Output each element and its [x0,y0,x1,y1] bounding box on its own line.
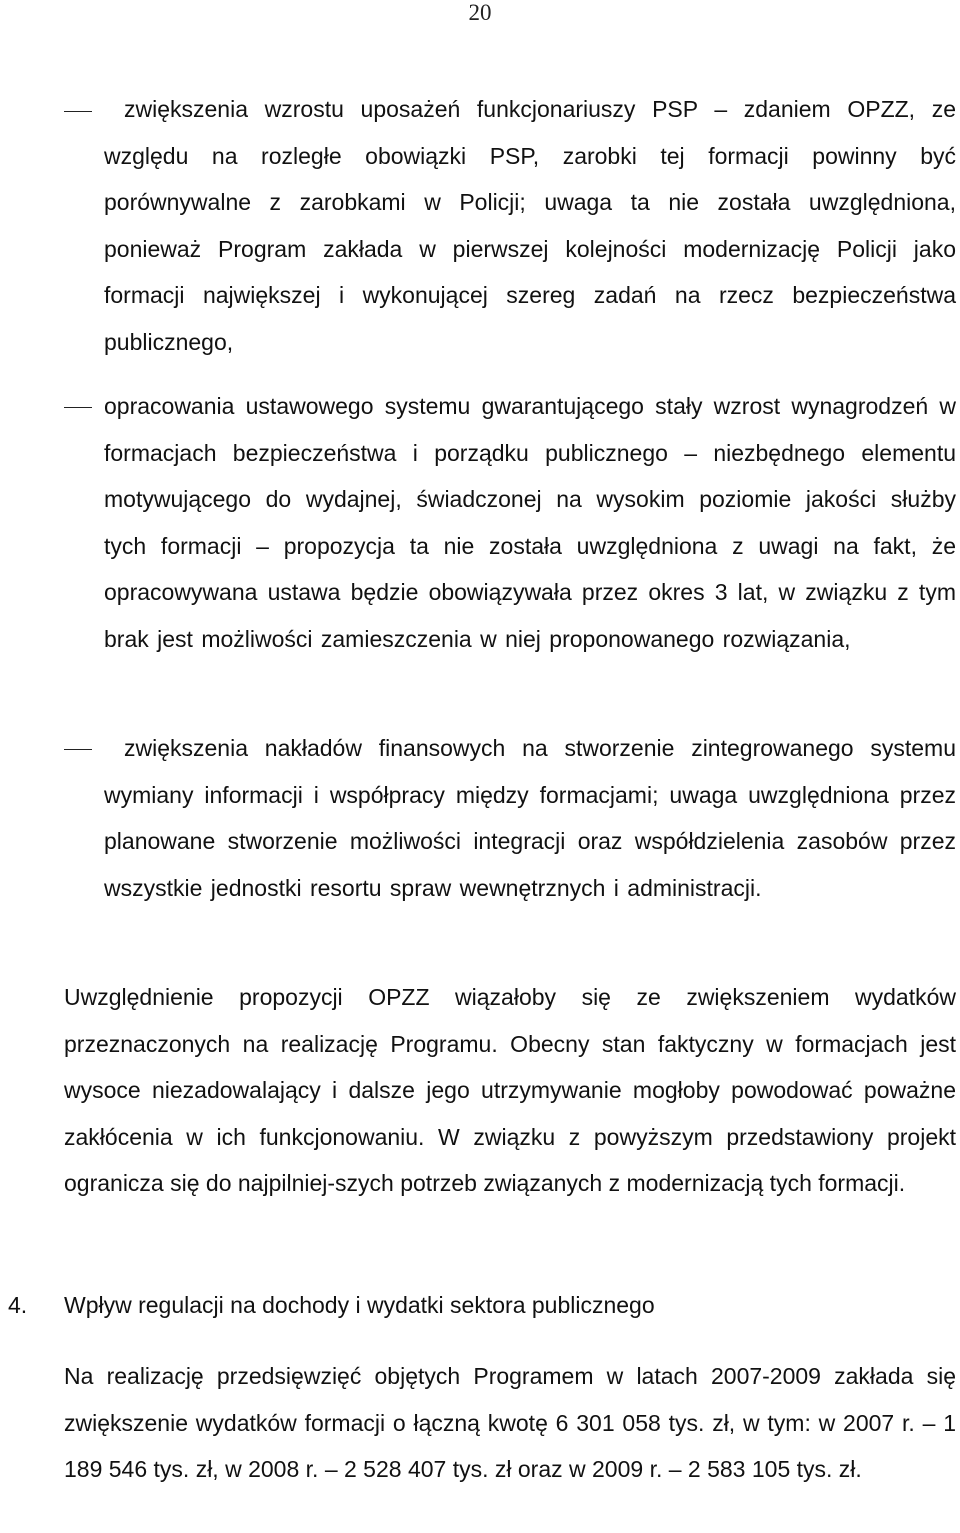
bullet-item [104,383,956,663]
section-title: Wpływ regulacji na dochody i wydatki sektora publicznego [64,1292,655,1318]
page-number: 20 [468,0,492,25]
bullet-text: opracowania ustawowego systemu gwarantującego stały wzrost wynagrodzeń w formacjach bezpieczeństwa i porządku publicznego – niezbędnego elementu motywującego do wydajnej, świadczonej na wysokim poziomie jakości służby tych formacji – propozycja ta nie została uwzględniona z uwagi na fakt, że opracowywana ustawa będzie obowiązywała przez okres 3 lat, w związku z tym brak jest możliwości zamieszczenia w niej proponowanego rozwiązania, [104,393,956,652]
section-number: 4. [8,1292,28,1318]
bullet-item [104,86,956,366]
bullet-dash [64,749,92,750]
bullet-text: zwiększenia wzrostu uposażeń funkcjonariuszy PSP – zdaniem OPZZ, ze względu na rozległe obowiązki PSP, zarobki tej formacji powinny być porównywalne z zarobkami w Policji; uwaga ta nie została uwzględniona, ponieważ Program zakłada w pierwszej kolejności modernizację Policji jako formacji największej i wykonującej szereg zadań na rzecz bezpieczeństwa publicznego, [104,96,956,355]
bullet-text: zwiększenia nakładów finansowych na stworzenie zintegrowanego systemu wymiany informacji i współpracy między formacjami; uwaga uwzględniona przez planowane stworzenie możliwości integracji oraz współdzielenia zasobów przez wszystkie jednostki resortu spraw wewnętrznych i administracji. [104,735,956,901]
body-paragraph: Uwzględnienie propozycji OPZZ wiązałoby się ze zwiększeniem wydatków przeznaczonych na realizację Programu. Obecny stan faktyczny w formacjach jest wysoce niezadowalający i dalsze jego utrzymywanie mogłoby powodować poważne zakłócenia w ich funkcjonowaniu. W związku z powyższym przedstawiony projekt ogranicza się do najpilniej-szych potrzeb związanych z modernizacją tych formacji. [64,984,956,1197]
bullet-item [104,725,956,911]
bullet-dash [64,407,92,408]
body-paragraph: Na realizację przedsięwzięć objętych Programem w latach 2007-2009 zakłada się zwiększenie wydatków formacji o łączną kwotę 6 301 058 tys. zł, w tym: w 2007 r. – 1 189 546 tys. zł, w 2008 r. – 2 528 407 tys. zł oraz w 2009 r. – 2 583 105 tys. zł. [64,1363,956,1483]
bullet-dash [64,111,92,112]
